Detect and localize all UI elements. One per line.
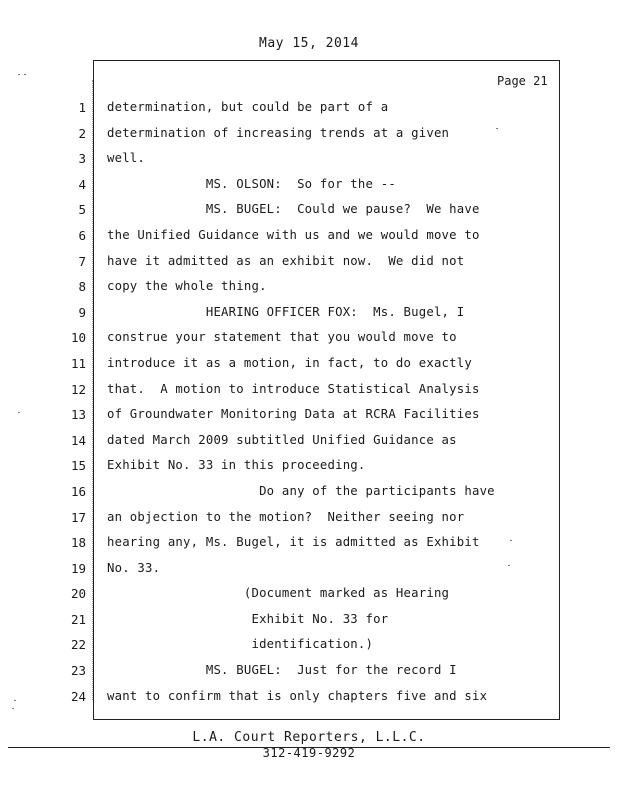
- transcript-line: determination of increasing trends at a given: [107, 125, 450, 140]
- transcript-line: No. 33.: [107, 560, 161, 575]
- transcript-line: copy the whole thing.: [107, 279, 267, 294]
- transcript-line: Do any of the participants have: [107, 483, 495, 498]
- transcript-line: the Unified Guidance with us and we would move to: [107, 227, 480, 242]
- transcript-line: that. A motion to introduce Statistical Analysis: [107, 381, 480, 396]
- line-number: 24: [70, 688, 86, 704]
- line-number: 13: [70, 407, 86, 423]
- line-number-column: [60, 95, 86, 709]
- scan-speck: [12, 708, 14, 709]
- line-number: 16: [70, 483, 86, 499]
- transcript-line: MS. BUGEL: Just for the record I: [107, 663, 457, 678]
- transcript-line: of Groundwater Monitoring Data at RCRA Facilities: [107, 407, 480, 422]
- line-number: 12: [70, 381, 86, 397]
- transcript-line: identification.): [107, 637, 374, 652]
- line-number: 9: [78, 304, 86, 320]
- line-number: 1: [78, 100, 86, 115]
- transcript-line: well.: [107, 151, 146, 166]
- transcript-line: want to confirm that is only chapters five and six: [107, 688, 488, 703]
- line-number: 2: [78, 125, 86, 141]
- transcript-line: (Document marked as Hearing: [107, 586, 450, 601]
- line-number: 19: [70, 560, 86, 576]
- scan-speck: [24, 74, 26, 75]
- transcript-line: Exhibit No. 33 for: [107, 611, 389, 626]
- scan-speck: [510, 540, 512, 541]
- line-number: 7: [78, 253, 86, 269]
- page-number-label: Page 21: [497, 74, 548, 88]
- line-number: 11: [70, 355, 86, 371]
- scan-speck: [18, 412, 20, 413]
- transcript-line: hearing any, Ms. Bugel, it is admitted as Exhibit: [107, 535, 480, 550]
- line-number: 8: [78, 279, 86, 295]
- line-number: 4: [78, 176, 86, 192]
- transcript-body: [107, 95, 547, 709]
- transcript-line: determination, but could be part of a: [107, 100, 389, 114]
- line-number: 14: [70, 432, 86, 448]
- line-number: 3: [78, 151, 86, 167]
- line-number: 17: [70, 509, 86, 525]
- scan-speck: [18, 74, 20, 75]
- transcript-line: Exhibit No. 33 in this proceeding.: [107, 458, 366, 473]
- footer-company: L.A. Court Reporters, L.L.C.: [192, 730, 426, 745]
- transcript-line: have it admitted as an exhibit now. We did not: [107, 253, 465, 268]
- transcript-line: construe your statement that you would move to: [107, 330, 457, 345]
- left-margin-rule: [92, 80, 94, 700]
- footer-phone: 312-419-9292: [262, 746, 356, 760]
- line-number: 18: [70, 535, 86, 551]
- transcript-line: an objection to the motion? Neither seeing nor: [107, 509, 465, 524]
- transcript-line: dated March 2009 subtitled Unified Guidance as: [107, 432, 457, 447]
- line-number: 6: [78, 227, 86, 243]
- line-number: 22: [70, 637, 86, 653]
- line-number: 21: [70, 611, 86, 627]
- scan-speck: [14, 700, 16, 701]
- transcript-line: introduce it as a motion, in fact, to do exactly: [107, 355, 472, 370]
- line-number: 23: [70, 663, 86, 679]
- scan-speck: [508, 565, 510, 566]
- transcript-date: May 15, 2014: [259, 36, 359, 51]
- transcript-line: MS. OLSON: So for the --: [107, 176, 396, 191]
- line-number: 10: [70, 330, 86, 346]
- line-number: 5: [78, 202, 86, 218]
- transcript-line: HEARING OFFICER FOX: Ms. Bugel, I: [107, 304, 465, 319]
- scan-speck: [496, 128, 498, 129]
- transcript-line: MS. BUGEL: Could we pause? We have: [107, 202, 480, 217]
- line-number: 15: [70, 458, 86, 474]
- line-number: 20: [70, 586, 86, 602]
